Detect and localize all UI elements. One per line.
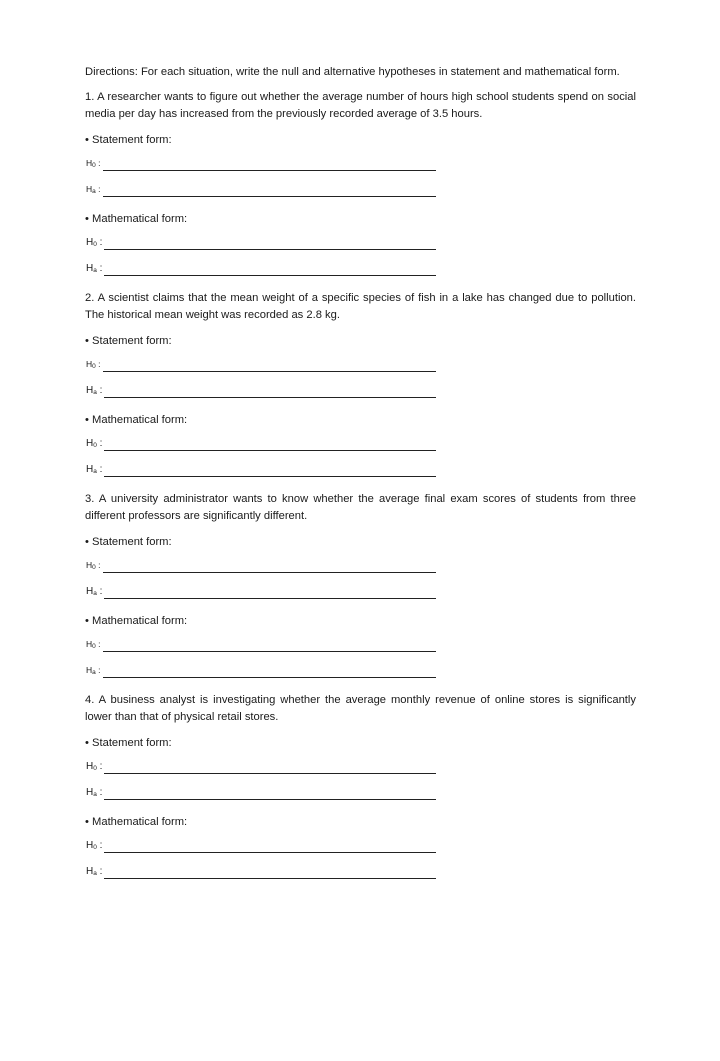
ha-answer-line[interactable] <box>103 196 436 197</box>
question-3 <box>85 491 636 680</box>
ha-answer-line[interactable] <box>104 878 436 879</box>
h0-statement-row <box>86 762 636 776</box>
h0-answer-line[interactable] <box>103 651 436 652</box>
ha-math-row <box>86 867 636 881</box>
h0-statement-row <box>86 159 636 173</box>
ha-math-row <box>86 465 636 479</box>
ha-answer-line[interactable] <box>104 275 436 276</box>
h0-label: $H_0$ : <box>86 158 101 169</box>
ha-label: $H_a$ : <box>86 385 103 396</box>
h0-answer-line[interactable] <box>103 371 436 372</box>
h0-answer-line[interactable] <box>104 249 436 250</box>
ha-answer-line[interactable] <box>104 476 436 477</box>
h0-answer-line[interactable] <box>104 852 436 853</box>
question-1-text: 1. A researcher wants to figure out whether the average number of hours high school students spend on social media per day has increased from the previously recorded average of 3.5 hours. <box>85 91 636 120</box>
ha-statement-row <box>86 386 636 400</box>
h0-label: $H_0$ : <box>86 840 103 851</box>
ha-label: $H_a$ : <box>86 184 101 195</box>
h0-answer-line[interactable] <box>103 170 436 171</box>
ha-statement-row <box>86 185 636 199</box>
h0-answer-line[interactable] <box>104 450 436 451</box>
mathematical-form-label: • Mathematical form: <box>85 414 188 426</box>
ha-answer-line[interactable] <box>104 397 436 398</box>
h0-math-row <box>86 841 636 855</box>
h0-answer-line[interactable] <box>103 572 436 573</box>
statement-form-label: • Statement form: <box>85 335 172 347</box>
h0-math-row <box>86 238 636 252</box>
ha-label: $H_a$ : <box>86 665 101 676</box>
question-4-text: 4. A business analyst is investigating whether the average monthly revenue of online stores is significantly lower than that of physical retail stores. <box>85 694 636 723</box>
h0-math-row <box>86 640 636 654</box>
h0-label: $H_0$ : <box>86 359 101 370</box>
ha-label: $H_a$ : <box>86 866 103 877</box>
h0-statement-row <box>86 561 636 575</box>
h0-label: $H_0$ : <box>86 438 103 449</box>
mathematical-form-label: • Mathematical form: <box>85 213 188 225</box>
ha-statement-row <box>86 587 636 601</box>
ha-label: $H_a$ : <box>86 787 103 798</box>
ha-answer-line[interactable] <box>104 799 436 800</box>
worksheet <box>85 64 636 893</box>
ha-math-row <box>86 264 636 278</box>
statement-form-label: • Statement form: <box>85 737 172 749</box>
question-1 <box>85 89 636 278</box>
h0-answer-line[interactable] <box>104 773 436 774</box>
ha-answer-line[interactable] <box>104 598 436 599</box>
ha-math-row <box>86 666 636 680</box>
ha-label: $H_a$ : <box>86 464 103 475</box>
ha-answer-line[interactable] <box>103 677 436 678</box>
ha-label: $H_a$ : <box>86 586 103 597</box>
statement-form-label: • Statement form: <box>85 536 172 548</box>
h0-statement-row <box>86 360 636 374</box>
ha-statement-row <box>86 788 636 802</box>
h0-math-row <box>86 439 636 453</box>
h0-label: $H_0$ : <box>86 761 103 772</box>
mathematical-form-label: • Mathematical form: <box>85 816 188 828</box>
question-2-text: 2. A scientist claims that the mean weight of a specific species of fish in a lake has changed due to pollution. The historical mean weight was recorded as 2.8 kg. <box>85 292 636 321</box>
h0-label: $H_0$ : <box>86 560 101 571</box>
h0-label: $H_0$ : <box>86 237 103 248</box>
statement-form-label: • Statement form: <box>85 134 172 146</box>
question-3-text: 3. A university administrator wants to know whether the average final exam scores of students from three different professors are significantly different. <box>85 493 636 522</box>
question-2 <box>85 290 636 479</box>
h0-label: $H_0$ : <box>86 639 101 650</box>
ha-label: $H_a$ : <box>86 263 103 274</box>
directions-text: Directions: For each situation, write the null and alternative hypotheses in statement and mathematical form. <box>85 66 620 78</box>
question-4 <box>85 692 636 881</box>
mathematical-form-label: • Mathematical form: <box>85 615 188 627</box>
